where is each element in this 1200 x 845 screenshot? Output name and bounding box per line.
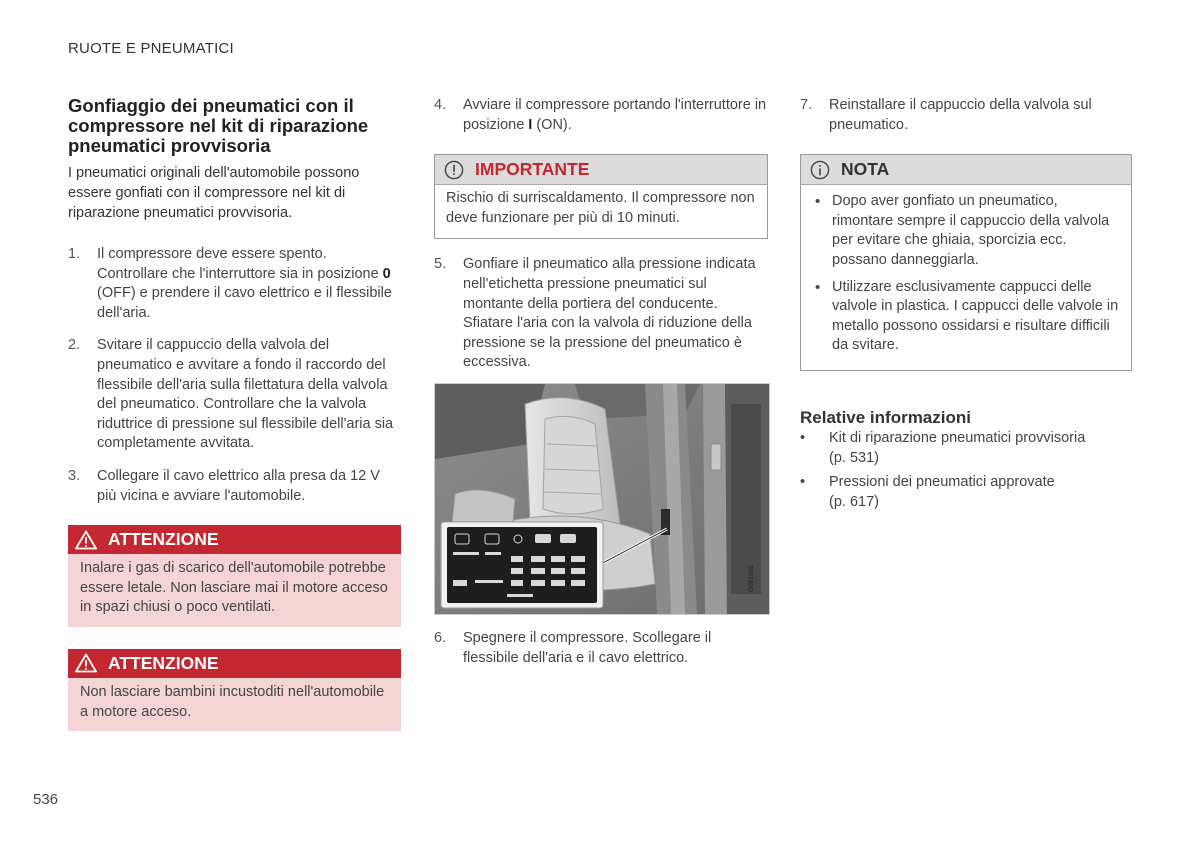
step-number: 6. <box>434 629 447 646</box>
related-link-page[interactable]: (p. 617) <box>829 493 879 510</box>
step-item <box>68 245 401 323</box>
steps-list <box>68 245 401 506</box>
step-item <box>800 96 1132 135</box>
note-box <box>800 154 1132 371</box>
warning-text: Inalare i gas di scarico dell'automobile potrebbe essere letale. Non lasciare mai il motore acceso in spazi chiusi o poco ventilati. <box>80 560 388 616</box>
step-number: 3. <box>68 467 81 484</box>
related-link-page[interactable]: (p. 531) <box>829 449 879 466</box>
step-item <box>434 629 768 668</box>
step-text: Spegnere il compressore. Scollegare il flessibile dell'aria e il cavo elettrico. <box>463 629 712 666</box>
step-number: 5. <box>434 256 447 273</box>
warning-box <box>68 649 401 731</box>
note-item: • Dopo aver gonfiato un pneumatico, rimontare sempre il cappuccio della valvola per evitare che ghiaia, sporcizia ecc. possano danneggiarla. <box>815 192 1119 270</box>
important-box <box>434 154 768 239</box>
step-text: Gonfiare il pneumatico alla pressione indicata nell'etichetta pressione pneumatici sul montante della portiera del conducente. Sfiatare l'aria con la valvola di riduzione della pressione se la pressione del pneumatico è eccessiva. <box>463 256 756 371</box>
step-text-end: (OFF) e prendere il cavo elettrico e il flessibile dell'aria. <box>97 285 392 321</box>
steps-list <box>434 255 768 373</box>
warning-label: ATTENZIONE <box>108 652 219 673</box>
column-left <box>68 96 401 753</box>
note-item: • Utilizzare esclusivamente cappucci delle valvole in plastica. I cappucci delle valvole in metallo possono ossidarsi e risultare difficili da svitare. <box>815 278 1119 356</box>
warning-header <box>68 649 401 678</box>
exclamation-circle-icon <box>444 160 464 180</box>
steps-list <box>800 96 1132 135</box>
related-link[interactable] <box>800 473 1132 512</box>
section-title: Gonfiaggio dei pneumatici con il compressore nel kit di riparazione pneumatici provvisoria <box>68 95 369 156</box>
note-list <box>801 185 1131 370</box>
step-number: 2. <box>68 337 81 354</box>
step-text: Svitare il cappuccio della valvola del pneumatico e avvitare a fondo il raccordo del flessibile dell'aria sulla filettatura della valvola del pneumatico. Controllare che la valvola riduttrice di pressione sul flessibile dell'aria sia completamente avvitata. <box>97 337 394 452</box>
step-text: Reinstallare il cappuccio della valvola sul pneumatico. <box>829 97 1092 133</box>
warning-text: Non lasciare bambini incustoditi nell'automobile a motore acceso. <box>80 683 385 720</box>
important-header <box>435 155 767 185</box>
step-number: 4. <box>434 97 447 113</box>
page-number: 536 <box>33 791 59 808</box>
related-link-text[interactable]: Kit di riparazione pneumatici provvisoria <box>829 429 1086 446</box>
switch-position-off: 0 <box>382 265 391 282</box>
related-link-text[interactable]: Pressioni dei pneumatici approvate <box>829 474 1055 491</box>
important-text: Rischio di surriscaldamento. Il compressore non deve funzionare per più di 10 minuti. <box>446 190 755 226</box>
related-links-list <box>800 429 1132 512</box>
related-info-title: Relative informazioni <box>800 407 971 427</box>
step-item <box>68 336 401 454</box>
info-circle-icon <box>810 160 830 180</box>
step-item <box>434 255 768 373</box>
warning-header <box>68 525 401 554</box>
step-text: Avviare il compressore portando l'interruttore in posizione <box>463 97 767 133</box>
step-number: 1. <box>68 246 81 262</box>
car-door-pillar-illustration <box>435 384 769 614</box>
step-number: 7. <box>800 97 813 113</box>
steps-list <box>434 629 768 668</box>
warning-triangle-icon <box>75 530 97 550</box>
figure-code: G051905 <box>748 565 755 592</box>
steps-list <box>434 96 768 135</box>
related-link[interactable] <box>800 429 1132 468</box>
warning-label: ATTENZIONE <box>108 529 219 550</box>
important-label: IMPORTANTE <box>475 159 590 180</box>
page-header: RUOTE E PNEUMATICI <box>68 40 234 57</box>
note-label: NOTA <box>841 159 890 180</box>
intro-paragraph: I pneumatici originali dell'automobile possono essere gonfiati con il compressore nel kit di riparazione pneumatici provvisoria. <box>68 165 360 221</box>
tire-pressure-label-figure <box>434 383 770 615</box>
step-item <box>434 96 768 135</box>
step-text-end: (ON). <box>532 116 572 133</box>
column-right <box>800 96 1132 517</box>
warning-triangle-icon <box>75 653 97 673</box>
switch-position-on: I <box>528 116 533 133</box>
warning-box <box>68 525 401 627</box>
step-text: Collegare il cavo elettrico alla presa da 12 V più vicina e avviare l'automobile. <box>97 467 380 504</box>
step-item <box>68 467 401 506</box>
step-text: Il compressore deve essere spento. Controllare che l'interruttore sia in posizione <box>97 246 383 282</box>
column-middle <box>434 96 768 681</box>
note-header <box>801 155 1131 185</box>
